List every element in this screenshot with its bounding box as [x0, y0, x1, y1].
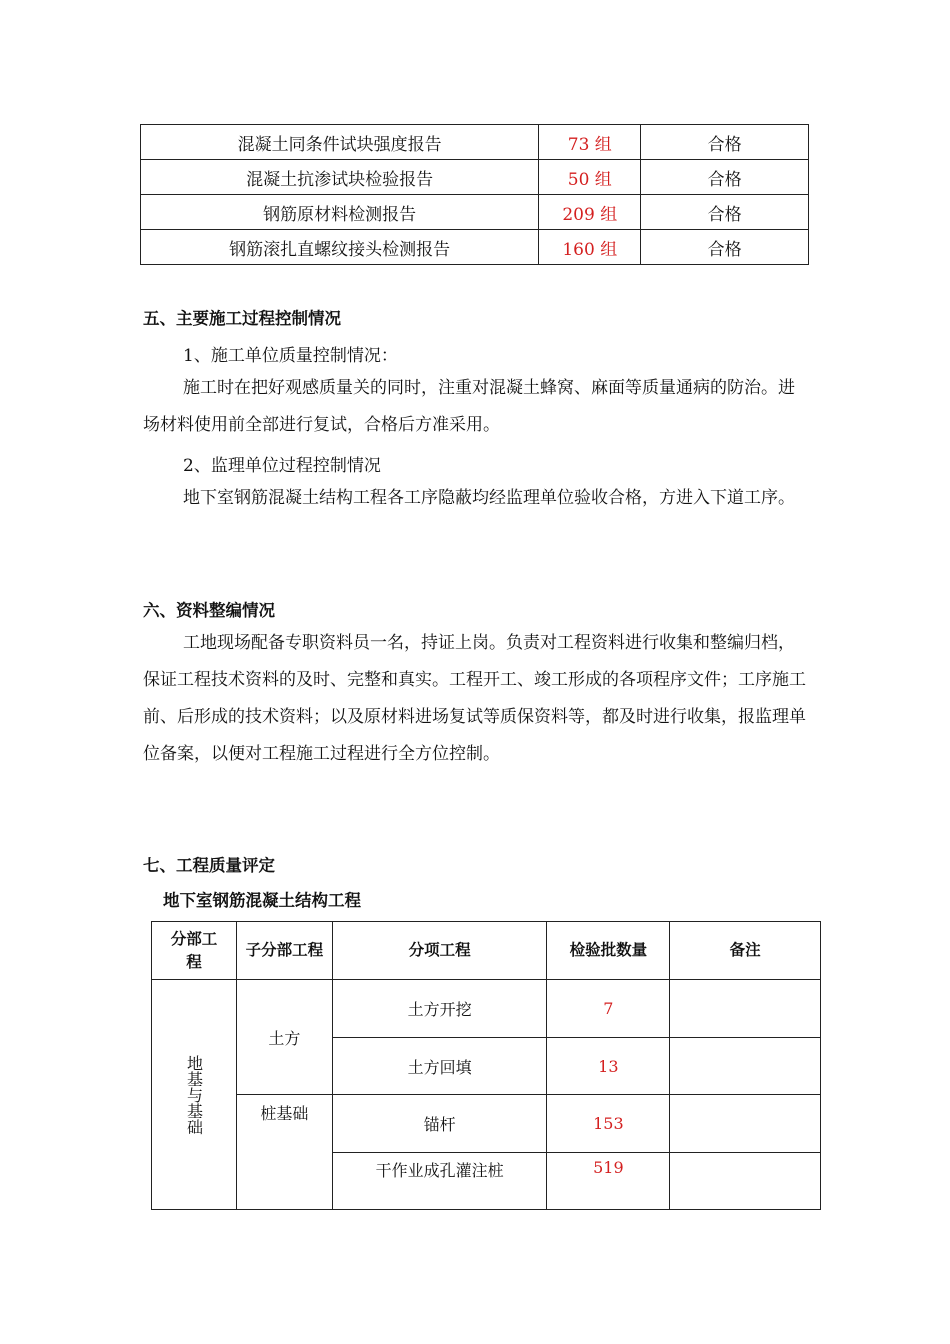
- report-name: 钢筋滚扎直螺纹接头检测报告: [141, 230, 539, 265]
- quality-table: [151, 921, 821, 1210]
- remark-cell: [670, 1095, 821, 1153]
- table-row: [141, 160, 809, 195]
- batch-count: 153: [547, 1095, 670, 1153]
- section7-heading: 七、工程质量评定: [143, 856, 275, 875]
- report-result: 合格: [641, 125, 809, 160]
- item-name: 土方回填: [332, 1038, 547, 1095]
- division-name: 地基与基础: [184, 1054, 204, 1135]
- item-name: 土方开挖: [332, 980, 547, 1038]
- item-name: 锚杆: [332, 1095, 547, 1153]
- table-row: [152, 980, 821, 1038]
- sub-pile: 桩基础: [236, 1095, 332, 1210]
- quality-table-title: 地下室钢筋混凝土结构工程: [163, 891, 361, 910]
- header-subdivision: 子分部工程: [245, 941, 324, 959]
- report-count: 73 组: [539, 125, 641, 160]
- table-row: [141, 230, 809, 265]
- table-header-row: [152, 922, 821, 980]
- report-name: 混凝土同条件试块强度报告: [141, 125, 539, 160]
- report-result: 合格: [641, 230, 809, 265]
- header-item: 分项工程: [332, 922, 547, 980]
- report-count: 209 组: [539, 195, 641, 230]
- section6-heading: 六、资料整编情况: [143, 601, 275, 620]
- section5-sub1: 1、施工单位质量控制情况：: [183, 346, 398, 366]
- batch-count: 13: [547, 1038, 670, 1095]
- report-name: 钢筋原材料检测报告: [141, 195, 539, 230]
- report-count: 50 组: [539, 160, 641, 195]
- remark-cell: [670, 1038, 821, 1095]
- table-row: [152, 1095, 821, 1153]
- header-division: 分部工程: [170, 929, 218, 971]
- report-table: [140, 124, 809, 265]
- remark-cell: [670, 1153, 821, 1210]
- section5-heading: 五、主要施工过程控制情况: [143, 309, 341, 328]
- section6-para: 工地现场配备专职资料员一名，持证上岗。负责对工程资料进行收集和整编归档，保证工程技术资料的及时、完整和真实。工程开工、竣工形成的各项程序文件；工序施工前、后形成的技术资料；以及原材料进场复试等质保资料等，都及时进行收集，报监理单位备案，以便对工程施工过程进行全方位控制。: [143, 633, 806, 764]
- section5-para2: 地下室钢筋混凝土结构工程各工序隐蔽均经监理单位验收合格，方进入下道工序。: [183, 488, 795, 508]
- table-row: [141, 125, 809, 160]
- item-name: 干作业成孔灌注桩: [332, 1153, 547, 1210]
- report-name: 混凝土抗渗试块检验报告: [141, 160, 539, 195]
- table-row: [141, 195, 809, 230]
- remark-cell: [670, 980, 821, 1038]
- batch-count: 519: [547, 1153, 670, 1210]
- batch-count: 7: [547, 980, 670, 1038]
- sub-earth: 土方: [236, 980, 332, 1095]
- header-remark: 备注: [670, 922, 821, 980]
- report-result: 合格: [641, 195, 809, 230]
- section5-para1: 施工时在把好观感质量关的同时，注重对混凝土蜂窝、麻面等质量通病的防治。进场材料使用前全部进行复试，合格后方准采用。: [143, 378, 795, 435]
- section5-sub2: 2、监理单位过程控制情况: [183, 456, 381, 476]
- header-batches: 检验批数量: [547, 922, 670, 980]
- report-result: 合格: [641, 160, 809, 195]
- report-count: 160 组: [539, 230, 641, 265]
